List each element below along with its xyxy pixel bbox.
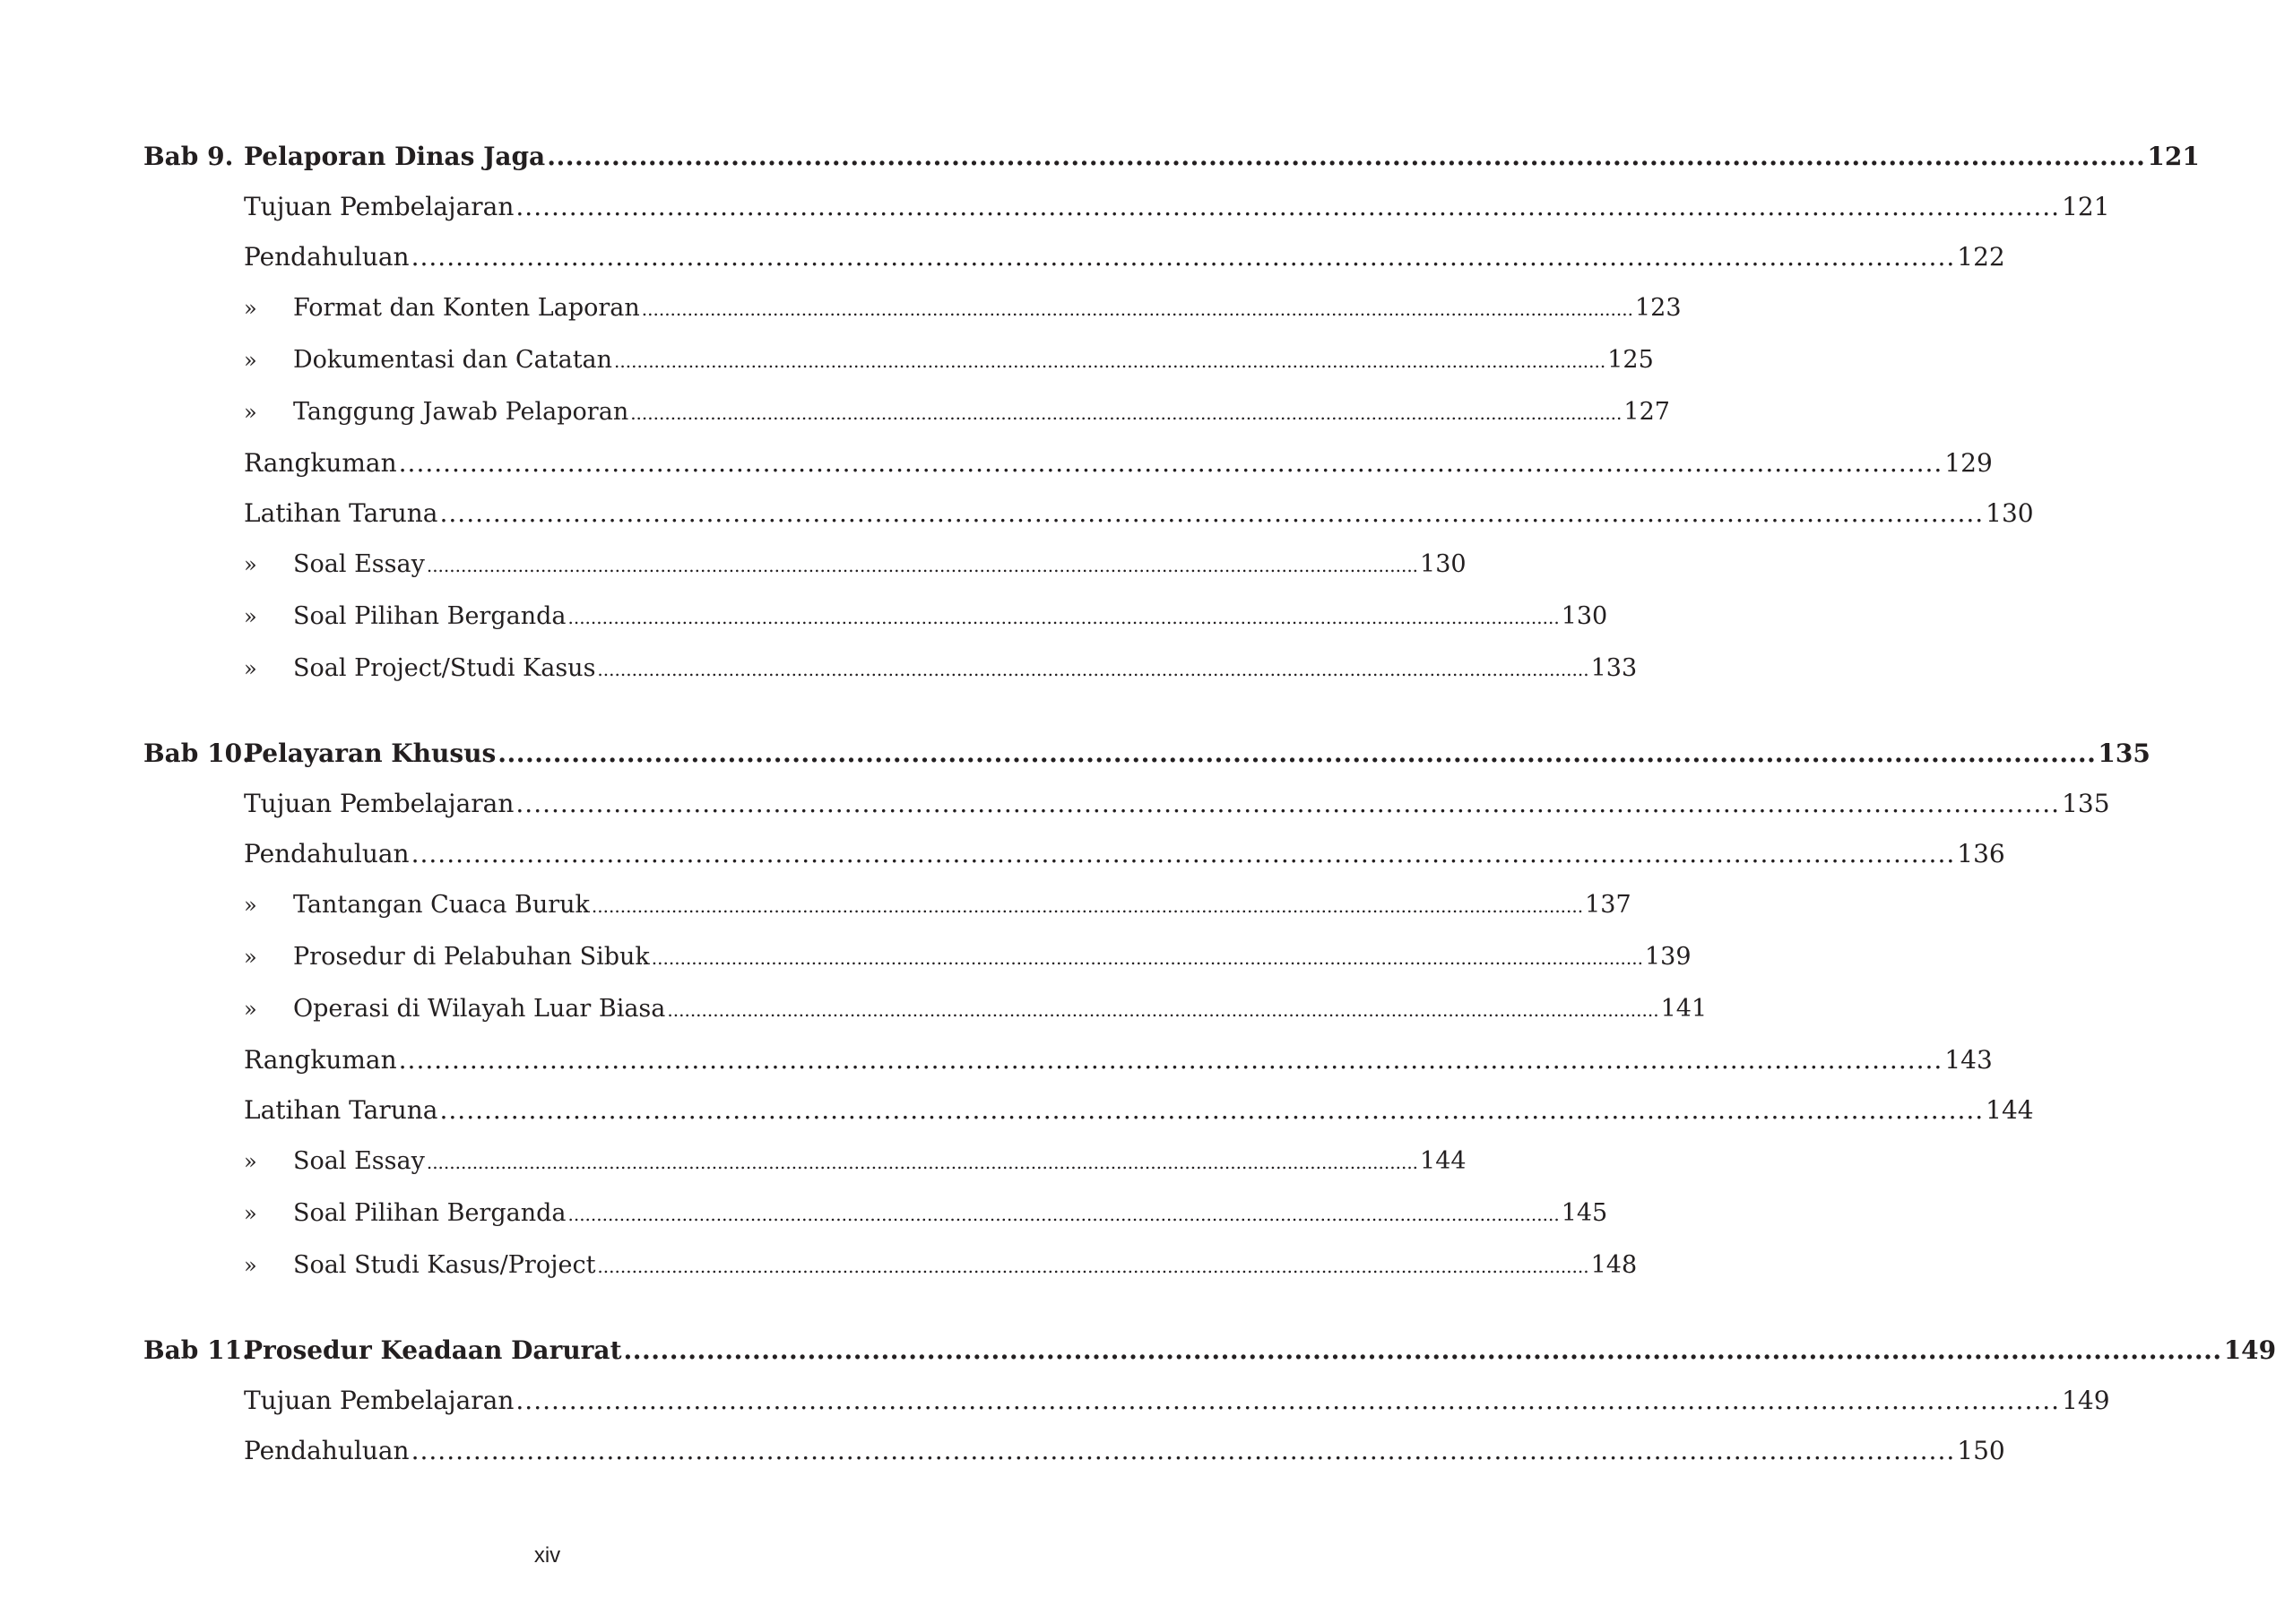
entry-title: Tujuan Pembelajaran <box>244 192 515 221</box>
toc-entry[interactable] <box>244 1045 1993 1075</box>
page-number: 136 <box>1957 839 2005 868</box>
entry-title: Prosedur di Pelabuhan Sibuk <box>293 943 650 971</box>
dot-leader: .............................................................................................................................................................................. <box>411 839 1956 868</box>
toc-subentry[interactable] <box>244 550 1467 579</box>
entry-title: Soal Pilihan Berganda <box>293 1199 567 1227</box>
page-number: 135 <box>2062 789 2110 818</box>
bullet-icon: » <box>244 400 257 425</box>
toc-entry[interactable] <box>244 498 2034 529</box>
dot-leader: .............................................................................................................................................................................. <box>630 402 1623 424</box>
entry-title: Soal Essay <box>293 1147 425 1175</box>
bullet-icon: » <box>244 893 257 918</box>
entry-title: Latihan Taruna <box>244 498 438 528</box>
page-number: 130 <box>1420 550 1467 578</box>
entry-title: Tanggung Jawab Pelaporan <box>293 398 629 426</box>
entry-title: Soal Pilihan Berganda <box>293 602 567 630</box>
bullet-icon: » <box>244 552 257 577</box>
page-number: 123 <box>1634 294 1682 322</box>
toc-entry[interactable] <box>244 1436 2005 1466</box>
entry-title: Rangkuman <box>244 448 397 478</box>
dot-leader: .............................................................................................................................................................................. <box>567 607 1560 628</box>
toc-entry[interactable] <box>244 839 2005 869</box>
entry-title: Rangkuman <box>244 1045 397 1075</box>
toc-subentry[interactable] <box>244 1147 1467 1176</box>
chapter-title: Pelaporan Dinas Jaga <box>244 142 546 171</box>
toc-chapter-11[interactable] <box>143 1335 2276 1366</box>
entry-title: Pendahuluan <box>244 1436 410 1465</box>
dot-leader: .............................................................................................................................................................................. <box>641 298 1633 320</box>
page-number: 150 <box>1957 1436 2005 1465</box>
dot-leader: .............................................................................................................................................................................. <box>426 1152 1419 1173</box>
dot-leader: .............................................................................................................................................................................. <box>439 498 1985 528</box>
entry-title: Dokumentasi dan Catatan <box>293 346 613 374</box>
page-number: 148 <box>1590 1251 1638 1279</box>
entry-title: Pendahuluan <box>244 839 410 868</box>
dot-leader: .............................................................................................................................................................................. <box>591 895 1584 917</box>
chapter-title: Prosedur Keadaan Darurat <box>244 1335 622 1365</box>
toc-subentry[interactable] <box>244 1199 1608 1228</box>
dot-leader: .............................................................................................................................................................................. <box>547 142 2146 171</box>
dot-leader: .............................................................................................................................................................................. <box>398 448 1943 478</box>
page-number: 137 <box>1585 891 1631 919</box>
entry-title: Soal Studi Kasus/Project <box>293 1251 596 1279</box>
dot-leader: .............................................................................................................................................................................. <box>567 1204 1560 1225</box>
dot-leader: .............................................................................................................................................................................. <box>667 999 1659 1021</box>
page-number: 145 <box>1561 1199 1608 1227</box>
entry-title: Tantangan Cuaca Buruk <box>293 891 590 919</box>
page-number: 130 <box>1561 602 1608 630</box>
dot-leader: .............................................................................................................................................................................. <box>515 1386 2061 1415</box>
entry-title: Tujuan Pembelajaran <box>244 1386 515 1415</box>
entry-title: Soal Project/Studi Kasus <box>293 654 596 682</box>
toc-subentry[interactable] <box>244 398 1670 427</box>
bullet-icon: » <box>244 604 257 629</box>
page-number: 133 <box>1590 654 1638 682</box>
dot-leader: .............................................................................................................................................................................. <box>597 659 1589 680</box>
dot-leader: .............................................................................................................................................................................. <box>515 192 2061 221</box>
dot-leader: .............................................................................................................................................................................. <box>426 555 1419 576</box>
dot-leader: .............................................................................................................................................................................. <box>597 1256 1589 1277</box>
entry-title: Pendahuluan <box>244 242 410 272</box>
toc-chapter-9[interactable] <box>143 142 2200 172</box>
toc-entry[interactable] <box>244 1386 2110 1416</box>
page-number: 144 <box>1986 1095 2034 1125</box>
dot-leader: .............................................................................................................................................................................. <box>651 947 1643 969</box>
dot-leader: .............................................................................................................................................................................. <box>411 242 1956 272</box>
page-number: 129 <box>1944 448 1993 478</box>
chapter-title: Pelayaran Khusus <box>244 739 497 768</box>
toc-entry[interactable] <box>244 789 2110 819</box>
chapter-number: Bab 9. <box>143 142 234 171</box>
toc-subentry[interactable] <box>244 995 1708 1024</box>
toc-subentry[interactable] <box>244 602 1608 631</box>
page-number: 144 <box>1420 1147 1467 1175</box>
dot-leader: .............................................................................................................................................................................. <box>498 739 2097 768</box>
toc-subentry[interactable] <box>244 943 1692 972</box>
bullet-icon: » <box>244 296 257 321</box>
bullet-icon: » <box>244 1201 257 1226</box>
dot-leader: .............................................................................................................................................................................. <box>439 1095 1985 1125</box>
toc-entry[interactable] <box>244 1095 2034 1126</box>
toc-subentry[interactable] <box>244 654 1638 683</box>
toc-entry[interactable] <box>244 448 1993 479</box>
page-number: 141 <box>1660 995 1708 1023</box>
page-number: 125 <box>1607 346 1654 374</box>
bullet-icon: » <box>244 1253 257 1278</box>
toc-subentry[interactable] <box>244 346 1654 375</box>
page-number: 127 <box>1623 398 1670 426</box>
toc-entry[interactable] <box>244 242 2005 272</box>
entry-title: Tujuan Pembelajaran <box>244 789 515 818</box>
page-number: 121 <box>2062 192 2110 221</box>
page-number: 139 <box>1645 943 1692 971</box>
dot-leader: .............................................................................................................................................................................. <box>411 1436 1956 1465</box>
footer-page-number: xiv <box>533 1543 561 1568</box>
page-number: 135 <box>2098 739 2151 768</box>
dot-leader: .............................................................................................................................................................................. <box>614 350 1606 372</box>
toc-subentry[interactable] <box>244 1251 1638 1280</box>
chapter-number: Bab 10. <box>143 739 251 768</box>
dot-leader: .............................................................................................................................................................................. <box>623 1335 2222 1365</box>
bullet-icon: » <box>244 656 257 681</box>
entry-title: Latihan Taruna <box>244 1095 438 1125</box>
dot-leader: .............................................................................................................................................................................. <box>398 1045 1943 1075</box>
bullet-icon: » <box>244 1149 257 1174</box>
chapter-number: Bab 11. <box>143 1335 251 1365</box>
toc-subentry[interactable] <box>244 891 1631 920</box>
page-number: 130 <box>1986 498 2034 528</box>
dot-leader: .............................................................................................................................................................................. <box>515 789 2061 818</box>
entry-title: Operasi di Wilayah Luar Biasa <box>293 995 666 1023</box>
bullet-icon: » <box>244 997 257 1022</box>
toc-subentry[interactable] <box>244 294 1682 323</box>
bullet-icon: » <box>244 348 257 373</box>
bullet-icon: » <box>244 945 257 970</box>
page-number: 149 <box>2223 1335 2276 1365</box>
page-number: 121 <box>2147 142 2200 171</box>
toc-entry[interactable] <box>244 192 2110 222</box>
toc-chapter-10[interactable] <box>143 739 2151 769</box>
page-number: 143 <box>1944 1045 1993 1075</box>
entry-title: Format dan Konten Laporan <box>293 294 640 322</box>
page-number: 149 <box>2062 1386 2110 1415</box>
entry-title: Soal Essay <box>293 550 425 578</box>
page-number: 122 <box>1957 242 2005 272</box>
